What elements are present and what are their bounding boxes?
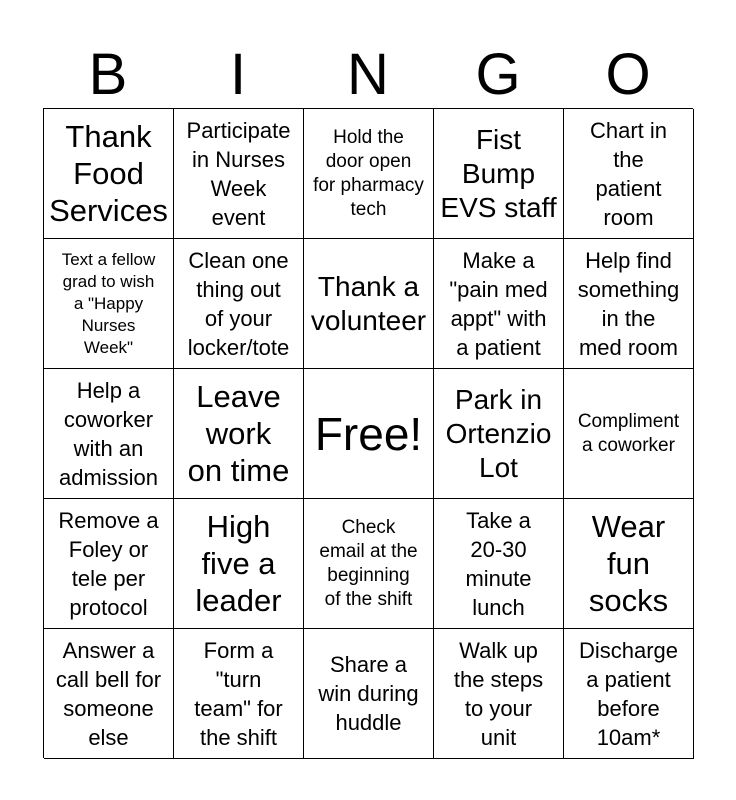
free-space-cell[interactable] — [304, 369, 434, 499]
bingo-cell[interactable] — [564, 239, 694, 369]
bingo-cell[interactable] — [434, 369, 564, 499]
cell-text: Thank Food Services — [49, 119, 168, 228]
cell-text: High five a leader — [195, 509, 282, 618]
cell-text: Text a fellow grad to wish a "Happy Nurses Week" — [61, 249, 156, 357]
bingo-cell[interactable] — [44, 499, 174, 629]
bingo-cell[interactable] — [174, 369, 304, 499]
bingo-cell[interactable] — [44, 109, 174, 239]
bingo-cell[interactable] — [304, 629, 434, 759]
cell-text: Form a "turn team" for the shift — [194, 637, 283, 750]
bingo-cell[interactable] — [434, 239, 564, 369]
bingo-cell[interactable] — [564, 629, 694, 759]
header-letter-n: N — [347, 42, 389, 107]
cell-text: Take a 20-30 minute lunch — [465, 507, 532, 620]
bingo-cell[interactable] — [434, 629, 564, 759]
bingo-cell[interactable] — [44, 369, 174, 499]
bingo-cell[interactable] — [304, 109, 434, 239]
bingo-cell[interactable] — [434, 499, 564, 629]
bingo-cell[interactable] — [174, 239, 304, 369]
cell-text: Remove a Foley or tele per protocol — [58, 507, 159, 620]
cell-text: Wear fun socks — [588, 509, 669, 618]
cell-text: Thank a volunteer — [310, 270, 427, 336]
bingo-cell[interactable] — [564, 499, 694, 629]
cell-text: Park in Ortenzio Lot — [445, 383, 552, 483]
cell-text: Help find something in the med room — [577, 247, 680, 360]
bingo-cell[interactable] — [434, 109, 564, 239]
bingo-cell[interactable] — [564, 109, 694, 239]
header-letter-b: B — [88, 42, 128, 107]
cell-text: Hold the door open for pharmacy tech — [313, 126, 424, 220]
cell-text: Walk up the steps to your unit — [453, 637, 544, 750]
bingo-cell[interactable] — [174, 109, 304, 239]
header-letter-o: O — [605, 42, 651, 107]
cell-text: Participate in Nurses Week event — [186, 117, 291, 230]
bingo-cell[interactable] — [564, 369, 694, 499]
cell-text: Fist Bump EVS staff — [440, 123, 557, 223]
cell-text: Share a win during huddle — [318, 652, 419, 735]
cell-text: Leave work on time — [187, 379, 290, 488]
bingo-cell[interactable] — [304, 239, 434, 369]
cell-text: Check email at the beginning of the shift — [319, 516, 418, 610]
cell-text: Make a "pain med appt" with a patient — [449, 247, 548, 360]
cell-text: Chart in the patient room — [589, 117, 668, 230]
bingo-cell[interactable] — [304, 499, 434, 629]
cell-text: Answer a call bell for someone else — [55, 637, 162, 750]
bingo-cell[interactable] — [174, 499, 304, 629]
bingo-card-grid — [43, 108, 693, 758]
cell-text: Clean one thing out of your locker/tote — [187, 247, 290, 360]
bingo-header — [43, 42, 693, 108]
free-space-text: Free! — [314, 407, 423, 460]
header-letter-i: I — [229, 42, 247, 107]
cell-text: Discharge a patient before 10am* — [578, 637, 679, 750]
cell-text: Help a coworker with an admission — [58, 377, 159, 490]
bingo-cell[interactable] — [44, 629, 174, 759]
cell-text: Compliment a coworker — [577, 410, 680, 456]
bingo-cell[interactable] — [174, 629, 304, 759]
bingo-cell[interactable] — [44, 239, 174, 369]
header-letter-g: G — [475, 42, 521, 107]
